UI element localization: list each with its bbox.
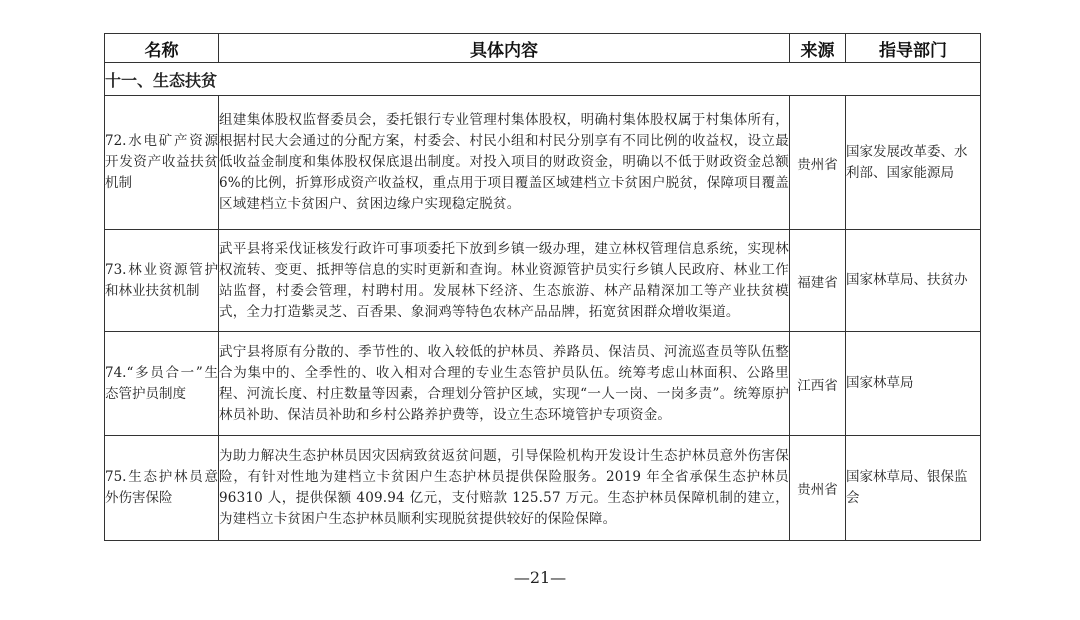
row-content: 武平县将采伐证核发行政许可事项委托下放到乡镇一级办理，建立林权管理信息系统，实现林权流转、变更、抵押等信息的实时更新和查询。林业资源管护员实行乡镇人民政府、林业工作站监督，村委会管理，村聘村用。发展林下经济、生态旅游、林产品精深加工等产业扶贫模式，全力打造紫灵芝、百香果、象洞鸡等特色农林产品品牌，拓宽贫困群众增收渠道。 xyxy=(219,230,790,332)
header-content: 具体内容 xyxy=(219,34,790,63)
row-dept: 国家林草局、扶贫办 xyxy=(846,230,981,332)
section-title: 十一、生态扶贫 xyxy=(105,63,981,96)
table-row xyxy=(105,332,981,436)
table-row xyxy=(105,436,981,541)
row-source: 福建省 xyxy=(790,230,846,332)
header-dept: 指导部门 xyxy=(846,34,981,63)
row-source: 江西省 xyxy=(790,332,846,436)
table-header-row xyxy=(105,34,981,63)
row-content: 武宁县将原有分散的、季节性的、收入较低的护林员、养路员、保洁员、河流巡查员等队伍整合为集中的、全季性的、收入相对合理的专业生态管护员队伍。统筹考虑山林面积、公路里程、河流长度、村庄数量等因素，合理划分管护区域，实现“一人一岗、一岗多责”。统筹原护林员补助、保洁员补助和乡村公路养护费等，设立生态环境管护专项资金。 xyxy=(219,332,790,436)
policy-table xyxy=(104,33,981,541)
section-row xyxy=(105,63,981,96)
row-content: 组建集体股权监督委员会，委托银行专业管理村集体股权，明确村集体股权属于村集体所有，根据村民大会通过的分配方案，村委会、村民小组和村民分别享有不同比例的收益权，设立最低收益金制度和集体股权保底退出制度。对投入项目的财政资金，明确以不低于财政资金总额6%的比例，折算形成资产收益权，重点用于项目覆盖区域建档立卡贫困户脱贫，保障项目覆盖区域建档立卡贫困户、贫困边缘户实现稳定脱贫。 xyxy=(219,96,790,230)
row-source: 贵州省 xyxy=(790,436,846,541)
row-source: 贵州省 xyxy=(790,96,846,230)
row-content: 为助力解决生态护林员因灾因病致贫返贫问题，引导保险机构开发设计生态护林员意外伤害保险，有针对性地为建档立卡贫困户生态护林员提供保险服务。2019 年全省承保生态护林员 96310 人，提供保额 409.94 亿元，支付赔款 125.57 万元。生态护林员保障机制的建立，为建档立卡贫困户生态护林员顺利实现脱贫提供较好的保险保障。 xyxy=(219,436,790,541)
table-row xyxy=(105,96,981,230)
row-dept: 国家发展改革委、水利部、国家能源局 xyxy=(846,96,981,230)
row-dept: 国家林草局、银保监会 xyxy=(846,436,981,541)
row-name: 72.水电矿产资源开发资产收益扶贫机制 xyxy=(105,96,219,230)
row-name: 74.“多员合一”生态管护员制度 xyxy=(105,332,219,436)
header-source: 来源 xyxy=(790,34,846,63)
row-dept: 国家林草局 xyxy=(846,332,981,436)
page-number: —21— xyxy=(513,568,567,587)
row-name: 75.生态护林员意外伤害保险 xyxy=(105,436,219,541)
header-name: 名称 xyxy=(105,34,219,63)
table-row xyxy=(105,230,981,332)
row-name: 73.林业资源管护和林业扶贫机制 xyxy=(105,230,219,332)
